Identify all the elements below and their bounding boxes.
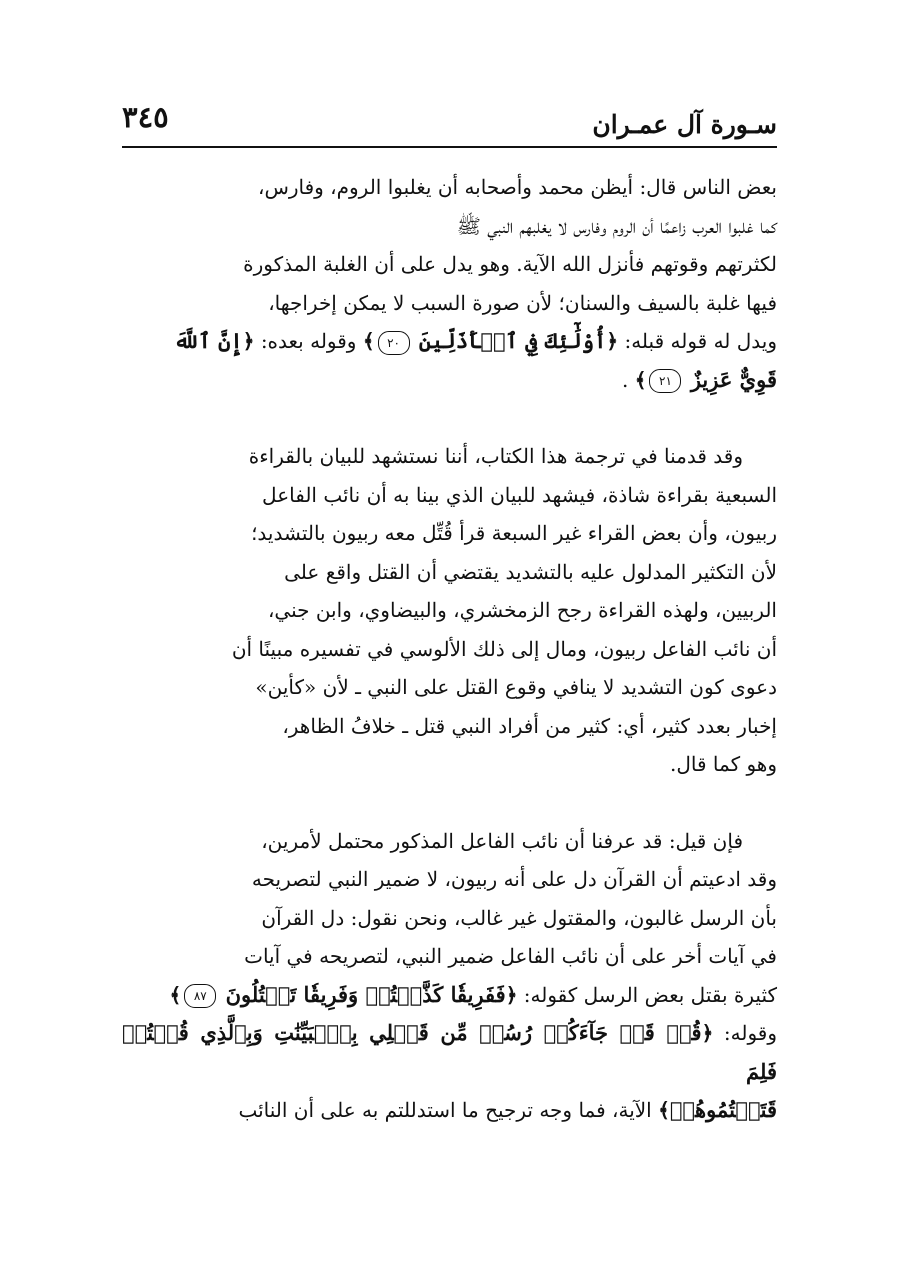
quran-open-bracket: ﴿ (701, 1021, 714, 1045)
quran-open-bracket: ﴿ (242, 329, 255, 353)
text-line: وهو كما قال. (670, 752, 777, 776)
text-line: السبعية بقراءة شاذة، فيشهد للبيان الذي بينا به أن نائب الفاعل (262, 482, 777, 507)
text-line: بأن الرسل غالبون، والمقتول غير غالب، ونحن نقول: دل القرآن (261, 905, 777, 930)
ayah-number-marker: ٢٠ (378, 331, 410, 355)
quran-quote: أُوْلَٰٓئِكَ فِي ٱلۡأَذَلِّينَ (418, 328, 607, 353)
text-fragment: كثيرة بقتل بعض الرسل كقوله: (523, 982, 777, 1007)
quran-close-bracket: ﴾ (169, 982, 182, 1007)
text-fragment: ويدل له قوله قبله: (624, 329, 777, 353)
quran-quote: قَتَلۡتُمُوهُمۡ (669, 1097, 777, 1122)
text-fragment: . (622, 367, 629, 392)
text-line: دعوى كون التشديد لا ينافي وقوع القتل على النبي ـ لأن «كأين» (255, 675, 777, 699)
running-header (122, 100, 777, 146)
surah-title: سـورة آل عمـران (592, 110, 777, 139)
text-line: وقد قدمنا في ترجمة هذا الكتاب، أننا نستشهد للبيان بالقراءة (248, 444, 743, 468)
quran-close-bracket: ﴾ (634, 367, 647, 392)
text-line: بعض الناس قال: أيظن محمد وأصحابه أن يغلبوا الروم، وفارس، (257, 175, 777, 199)
text-fragment: وقوله بعده: (260, 329, 357, 353)
paragraph-1 (122, 168, 777, 399)
paragraph-3 (122, 822, 777, 1130)
text-line: أن نائب الفاعل ربيون، ومال إلى ذلك الألوسي في تفسيره مبينًا أن (231, 636, 777, 661)
text-line: فيها غلبة بالسيف والسنان؛ لأن صورة السبب لا يمكن إخراجها، (268, 290, 777, 315)
text-line-with-quote (122, 1014, 777, 1091)
text-line: إخبار بعدد كثير، أي: كثير من أفراد النبي قتل ـ خلافُ الظاهر، (282, 713, 777, 738)
ayah-number-marker: ٨٧ (184, 984, 216, 1008)
text-line: الربيين، ولهذه القراءة رجح الزمخشري، والبيضاوي، وابن جني، (267, 598, 777, 622)
quran-open-bracket: ﴿ (606, 329, 619, 353)
paragraph-2 (122, 437, 777, 784)
quran-open-bracket: ﴿ (505, 982, 518, 1007)
quran-quote: فَفَرِيقٗا كَذَّبۡتُمۡ وَفَرِيقٗا تَقۡتُلُونَ (225, 981, 506, 1007)
text-line: كما غلبوا العرب زاعمًا أن الروم وفارس لا يغلبهم النبي ﷺ (456, 213, 777, 238)
text-line-with-quote (122, 976, 777, 1015)
text-line: وقد ادعيتم أن القرآن دل على أنه ربيون، لا ضمير النبي لتصريحه (251, 867, 777, 891)
quran-quote: قَوِيٌّ عَزِيزٌ (690, 366, 777, 392)
text-line-with-quote (122, 1091, 777, 1130)
ayah-number-marker: ٢١ (649, 369, 681, 393)
header-divider (122, 146, 777, 148)
text-line: لأن التكثير المدلول عليه بالتشديد يقتضي أن القتل واقع على (284, 559, 777, 584)
text-line: فإن قيل: قد عرفنا أن نائب الفاعل المذكور محتمل لأمرين، (261, 828, 743, 853)
text-fragment: الآية، فما وجه ترجيح ما استدللتم به على أن النائب (238, 1098, 652, 1122)
quran-quote: قُلۡ قَدۡ جَآءَكُمۡ رُسُلٞ مِّن قَبۡلِي بِٱلۡبَيِّنَٰتِ وَبِٱلَّذِي قُلۡتُمۡ فَلِمَ (122, 1020, 777, 1084)
quran-quote: إِنَّ ٱللَّهَ (173, 328, 243, 353)
page-body (122, 168, 777, 1168)
page-number: ٣٤٥ (122, 100, 169, 134)
quran-close-bracket: ﴾ (658, 1098, 670, 1122)
text-line: ربيون، وأن بعض القراء غير السبعة قرأ قُتِّل معه ربيون بالتشديد؛ (251, 521, 777, 545)
quran-close-bracket: ﴾ (362, 329, 375, 353)
text-line-with-quote (122, 322, 777, 361)
text-line-with-quote (122, 361, 777, 400)
text-fragment: وقوله: (723, 1021, 777, 1045)
text-line: لكثرتهم وقوتهم فأنزل الله الآية. وهو يدل على أن الغلبة المذكورة (243, 252, 777, 276)
text-line: في آيات أخر على أن نائب الفاعل ضمير النبي، لتصريحه في آيات (244, 944, 777, 968)
